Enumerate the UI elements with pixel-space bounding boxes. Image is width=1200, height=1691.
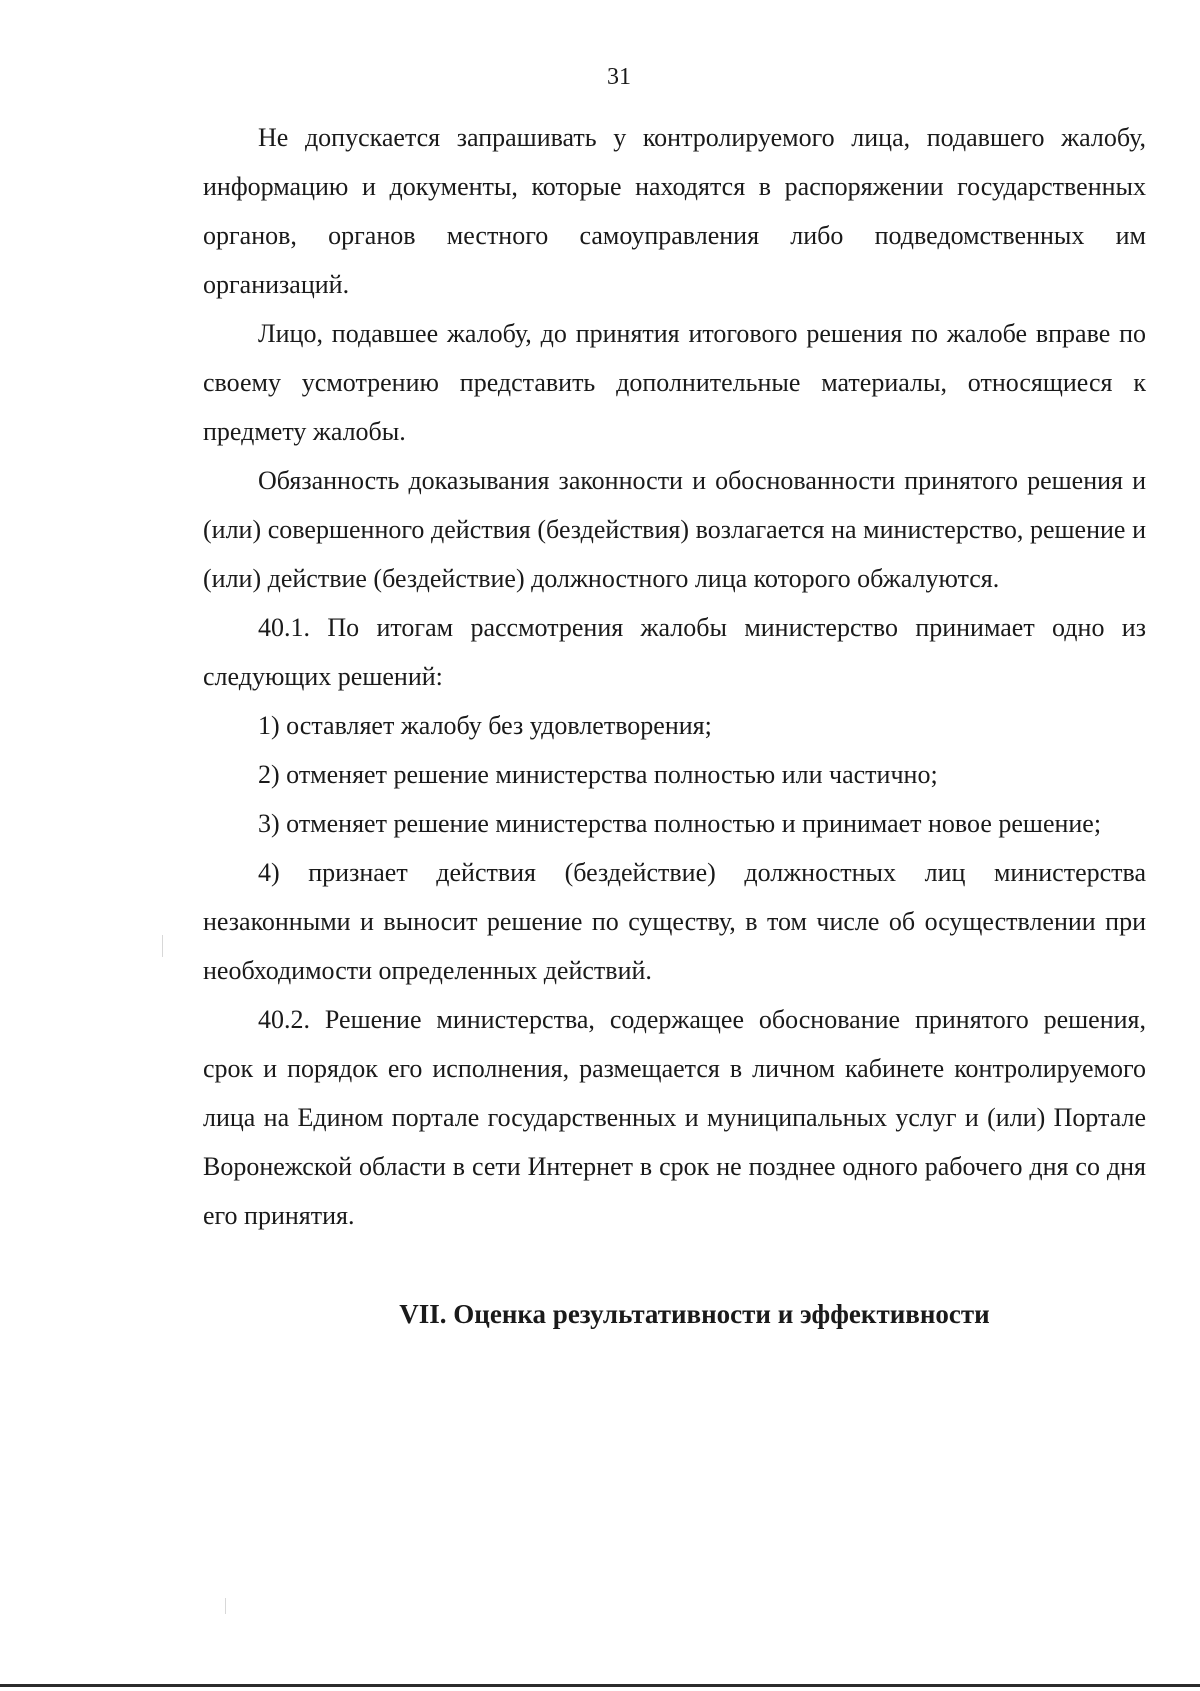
list-item-decision-2: 2) отменяет решение министерства полностью или частично; [258, 760, 938, 789]
section-heading: VII. Оценка результативности и эффективности [399, 1299, 990, 1329]
paragraph-40-2: 40.2. Решение министерства, содержащее обоснование принятого решения, срок и порядок его исполнения, размещается в личном кабинете контролируемого лица на Едином портале государственных и муниципальных услуг и (или) Портале Воронежской области в сети Интернет в срок не позднее одного рабочего дня со дня его принятия. [203, 1005, 1146, 1230]
scan-edge-line [0, 1684, 1200, 1687]
paragraph-40-1: 40.1. По итогам рассмотрения жалобы министерство принимает одно из следующих решений: [203, 613, 1146, 691]
list-item-decision-3: 3) отменяет решение министерства полностью и принимает новое решение; [258, 809, 1102, 838]
list-item-decision-1: 1) оставляет жалобу без удовлетворения; [258, 711, 712, 740]
scan-speck [162, 935, 163, 957]
scan-speck [225, 1598, 226, 1614]
paragraph-burden-of-proof: Обязанность доказывания законности и обоснованности принятого решения и (или) совершенного действия (бездействия) возлагается на министерство, решение и (или) действие (бездействие) должностного лица которого обжалуются. [203, 466, 1146, 593]
paragraph-request-restriction: Не допускается запрашивать у контролируемого лица, подавшего жалобу, информацию и документы, которые находятся в распоряжении государственных органов, органов местного самоуправления либо подведомственных им организаций. [203, 123, 1146, 299]
page-number: 31 [607, 64, 631, 90]
list-item-decision-4: 4) признает действия (бездействие) должностных лиц министерства незаконными и выносит решение по существу, в том числе об осуществлении при необходимости определенных действий. [203, 858, 1146, 985]
document-body [203, 113, 1146, 1339]
paragraph-additional-materials: Лицо, подавшее жалобу, до принятия итогового решения по жалобе вправе по своему усмотрению представить дополнительные материалы, относящиеся к предмету жалобы. [203, 319, 1146, 446]
